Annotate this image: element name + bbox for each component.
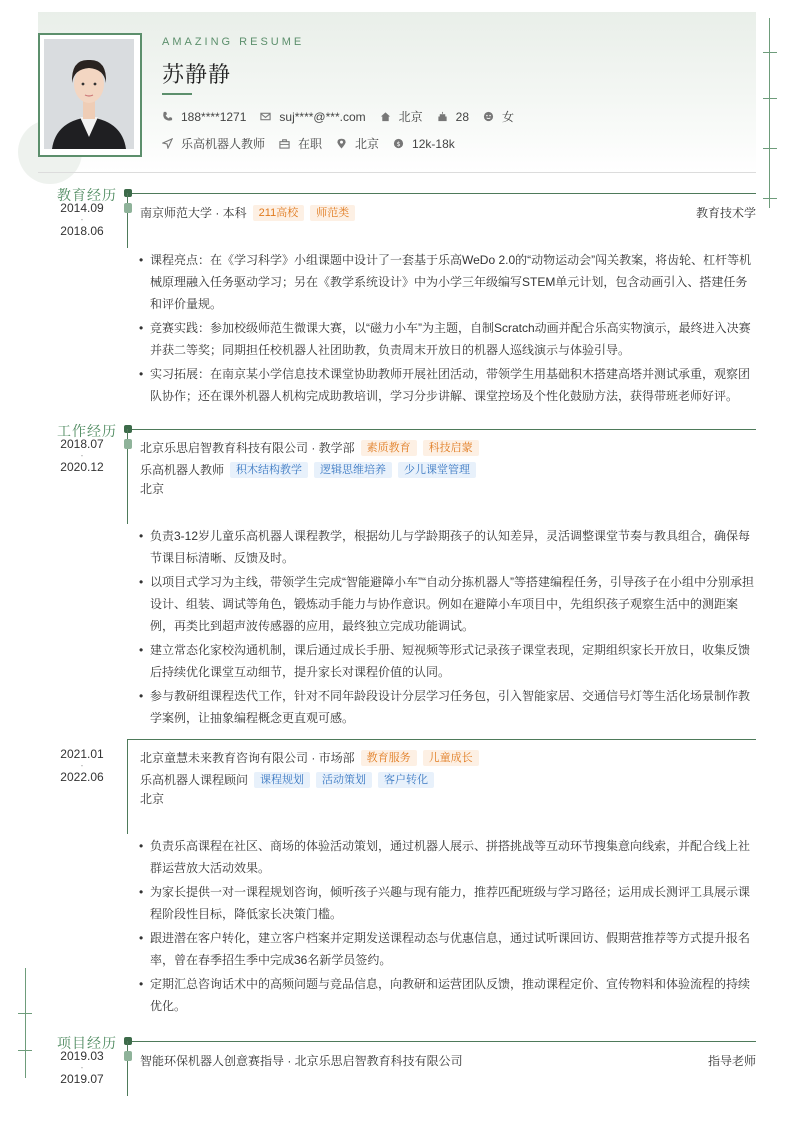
- gender-icon: [483, 111, 494, 122]
- role-tag: 活动策划: [316, 772, 372, 788]
- contact-home: 北京: [380, 108, 423, 125]
- entry-marker: [124, 1051, 132, 1061]
- role-tag: 课程规划: [254, 772, 310, 788]
- work-bullets: [140, 525, 755, 731]
- decor-line-left: [25, 968, 26, 1078]
- role-tag: 积木结构教学: [230, 462, 308, 478]
- entry-date: 2021.01 - 2022.06: [60, 747, 104, 784]
- section-title-education: 教育经历: [57, 187, 117, 203]
- school-name: 南京师范大学 · 本科: [140, 206, 247, 220]
- contact-row: [162, 108, 528, 125]
- decor-tick: [763, 148, 777, 149]
- section-title-project: 项目经历: [57, 1035, 117, 1051]
- project-name: 智能环保机器人创意赛指导 · 北京乐思启智教育科技有限公司: [140, 1054, 463, 1068]
- company-line: [140, 749, 479, 766]
- company-name: 北京童慧未来教育咨询有限公司 · 市场部: [140, 751, 355, 765]
- role-tag: 客户转化: [378, 772, 434, 788]
- entry-date: 2018.07 - 2020.12: [60, 437, 104, 474]
- candidate-name: 苏静静: [162, 62, 232, 87]
- decor-tick: [763, 198, 777, 199]
- list-item: • 课程亮点：在《学习科学》小组课题中设计了一套基于乐高WeDo 2.0的“动物运动会”闯关教案，将齿轮、杠杆等机械原理融入任务驱动学习；另在《教学系统设计》中为小学三年级编写STEM单元计划，包含动画引入、搭建任务和评价量规。: [140, 249, 755, 315]
- timeline-line: [127, 739, 128, 834]
- company-line: [140, 439, 479, 456]
- intent-position: 乐高机器人教师: [162, 135, 265, 152]
- work-city: 北京: [140, 482, 165, 496]
- list-item: • 参与教研组课程迭代工作，针对不同年龄段设计分层学习任务包，引入智能家居、交通信号灯等生活化场景制作教学案例，让抽象编程概念更直观可感。: [140, 685, 755, 729]
- section-rule: [128, 429, 756, 430]
- intent-location: 北京: [336, 135, 379, 152]
- role-tag: 逻辑思维培养: [314, 462, 392, 478]
- section-rule: [128, 193, 756, 194]
- company-tag: 儿童成长: [423, 750, 479, 766]
- work-bullets: [140, 835, 755, 1019]
- school-tag: 师范类: [310, 205, 355, 221]
- entry-marker: [124, 203, 132, 213]
- work-city: 北京: [140, 792, 165, 806]
- company-tag: 素质教育: [361, 440, 417, 456]
- intent-status: 在职: [279, 135, 322, 152]
- section-rule: [128, 1041, 756, 1042]
- education-bullets: [140, 249, 755, 409]
- list-item: • 定期汇总咨询话术中的高频问题与竞品信息，向教研和运营团队反馈，推动课程定价、宣传物料和体验流程的持续优化。: [140, 973, 755, 1017]
- school-line: [140, 204, 355, 221]
- home-icon: [380, 111, 391, 122]
- contact-phone: 188****1271: [162, 110, 246, 124]
- company-tag: 教育服务: [361, 750, 417, 766]
- school-tag: 211高校: [253, 205, 305, 221]
- role-tag: 少儿课堂管理: [398, 462, 476, 478]
- decor-line-right: [769, 18, 770, 208]
- name-underline: [162, 93, 192, 95]
- list-item: • 为家长提供一对一课程规划咨询，倾听孩子兴趣与现有能力，推荐匹配班级与学习路径；运用成长测评工具展示课程阶段性目标，降低家长决策门槛。: [140, 881, 755, 925]
- company-name: 北京乐思启智教育科技有限公司 · 教学部: [140, 441, 355, 455]
- avatar: [44, 39, 134, 149]
- job-intent-row: [162, 135, 469, 152]
- list-item: • 以项目式学习为主线，带领学生完成“智能避障小车”“自动分拣机器人”等搭建编程任务，引导孩子在小组中分别承担设计、组装、调试等角色，锻炼动手能力与协作意识。例如在避障小车项目中，先组织孩子观察生活中的测距案例，再类比到超声波传感器的应用，最终独立完成功能调试。: [140, 571, 755, 637]
- decor-tick: [18, 1013, 32, 1014]
- contact-age: 28: [437, 110, 469, 124]
- role-name: 乐高机器人课程顾问: [140, 773, 249, 787]
- list-item: • 竞赛实践：参加校级师范生微课大赛，以“磁力小车”为主题，自制Scratch动画并配合乐高实物演示，最终进入决赛并获二等奖；同期担任校机器人社团助教，负责周末开放日的机器人巡线演示与体验引导。: [140, 317, 755, 361]
- section-marker: [124, 425, 132, 433]
- status-icon: [279, 138, 290, 149]
- role-line: [140, 771, 434, 788]
- decor-tick: [18, 1050, 32, 1051]
- entry-date: 2014.09 - 2018.06: [60, 201, 104, 238]
- list-item: • 跟进潜在客户转化，建立客户档案并定期发送课程动态与优惠信息，通过试听课回访、假期营推荐等方式提升报名率，曾在春季招生季中完成36名新学员签约。: [140, 927, 755, 971]
- send-icon: [162, 138, 173, 149]
- svg-text:$: $: [396, 139, 401, 148]
- section-marker: [124, 189, 132, 197]
- decor-tick: [763, 98, 777, 99]
- entry-rule: [128, 739, 756, 740]
- salary-icon: [393, 138, 404, 149]
- location-icon: [336, 138, 347, 149]
- section-title-work: 工作经历: [57, 423, 117, 439]
- role-line: [140, 461, 476, 478]
- list-item: • 实习拓展：在南京某小学信息技术课堂协助教师开展社团活动，带领学生用基础积木搭建高塔并测试承重，观察团队协作；还在课外机器人机构完成助教培训，学习分步讲解、课堂控场及个性化鼓励方法，获得带班老师好评。: [140, 363, 755, 407]
- list-item: • 建立常态化家校沟通机制，课后通过成长手册、短视频等形式记录孩子课堂表现，定期组织家长开放日，收集反馈后持续优化课堂互动细节，提升家长对课程价值的认同。: [140, 639, 755, 683]
- role-name: 乐高机器人教师: [140, 463, 225, 477]
- list-item: • 负责3-12岁儿童乐高机器人课程教学，根据幼儿与学龄期孩子的认知差异，灵活调整课堂节奏与教具组合，确保每节课目标清晰、反馈及时。: [140, 525, 755, 569]
- header-divider: [38, 172, 756, 173]
- major: 教育技术学: [695, 206, 756, 220]
- phone-icon: [162, 111, 173, 122]
- list-item: • 负责乐高课程在社区、商场的体验活动策划，通过机器人展示、拼搭挑战等互动环节搜集意向线索，并配合线上社群运营放大活动效果。: [140, 835, 755, 879]
- entry-date: 2019.03 - 2019.07: [60, 1049, 104, 1086]
- section-marker: [124, 1037, 132, 1045]
- resume-tagline: AMAZING RESUME: [162, 36, 305, 48]
- mail-icon: [260, 111, 271, 122]
- age-icon: [437, 111, 448, 122]
- company-tag: 科技启蒙: [423, 440, 479, 456]
- contact-email: suj****@***.com: [260, 110, 365, 124]
- entry-marker: [124, 439, 132, 449]
- timeline-line: [127, 1041, 128, 1096]
- decor-tick: [763, 52, 777, 53]
- contact-gender: 女: [483, 108, 514, 125]
- intent-salary: $ 12k-18k: [393, 137, 455, 151]
- timeline-line: [127, 193, 128, 248]
- project-role: 指导老师: [707, 1054, 756, 1068]
